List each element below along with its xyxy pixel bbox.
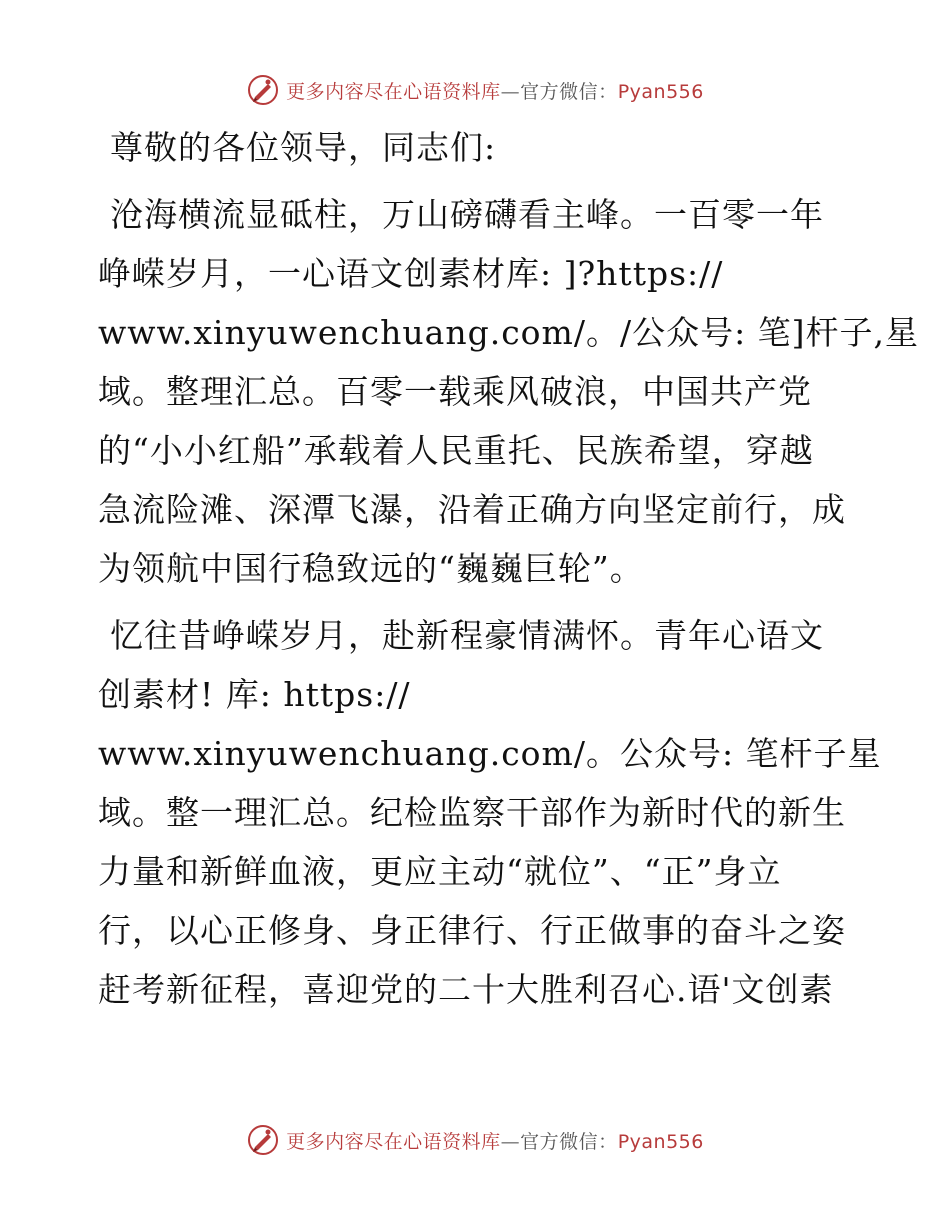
- paragraph-2-line-1: 忆往昔峥嵘岁月，赴新程豪情满怀。青年心语文: [110, 616, 824, 655]
- header-banner-dash: —: [500, 80, 521, 103]
- paragraph-2-line-5: 力量和新鲜血液，更应主动“就位”、“正”身立: [98, 852, 782, 891]
- footer-banner: [0, 1120, 950, 1160]
- paragraph-2-line-2: 创素材! 库: https://: [98, 675, 411, 714]
- pen-nib-logo-icon: [246, 1123, 280, 1157]
- header-banner-wechat-label: 官方微信：: [520, 80, 618, 103]
- header-banner-wechat-id: Pyan556: [617, 80, 704, 103]
- footer-banner-wechat-id: Pyan556: [617, 1130, 704, 1153]
- header-banner-text: [286, 77, 704, 104]
- salutation-line: 尊敬的各位领导，同志们:: [110, 128, 497, 167]
- paragraph-1-line-2: 峥嵘岁月，一心语文创素材库: ]?https://: [98, 254, 724, 293]
- paragraph-2-line-3: www.xinyuwenchuang.com/。公众号: 笔杆子星: [98, 734, 882, 773]
- paragraph-1-line-7: 为领航中国行稳致远的“巍巍巨轮”。: [98, 549, 644, 588]
- footer-banner-wechat-label: 官方微信：: [520, 1130, 618, 1153]
- paragraph-1-line-5: 的“小小红船”承载着人民重托、民族希望，穿越: [98, 431, 814, 470]
- header-banner: [0, 70, 950, 110]
- paragraph-1-line-1: 沧海横流显砥柱，万山磅礴看主峰。一百零一年: [110, 195, 824, 234]
- paragraph-1-line-3: www.xinyuwenchuang.com/。/公众号: 笔]杆子,星: [98, 313, 920, 352]
- footer-banner-text: [286, 1127, 704, 1154]
- pen-nib-logo-icon: [246, 73, 280, 107]
- paragraph-2-line-7: 赶考新征程，喜迎党的二十大胜利召心.语'文创素: [98, 970, 834, 1009]
- paragraph-2-line-4: 域。整一理汇总。纪检监察干部作为新时代的新生: [98, 793, 846, 832]
- footer-banner-title: 更多内容尽在心语资料库: [286, 1130, 501, 1153]
- paragraph-1-line-6: 急流险滩、深潭飞瀑，沿着正确方向坚定前行，成: [98, 490, 846, 529]
- footer-banner-dash: —: [500, 1130, 521, 1153]
- paragraph-2-line-6: 行，以心正修身、身正律行、行正做事的奋斗之姿: [98, 911, 846, 950]
- header-banner-title: 更多内容尽在心语资料库: [286, 80, 501, 103]
- paragraph-1-line-4: 域。整理汇总。百零一载乘风破浪，中国共产党: [98, 372, 812, 411]
- document-body: [98, 118, 920, 1019]
